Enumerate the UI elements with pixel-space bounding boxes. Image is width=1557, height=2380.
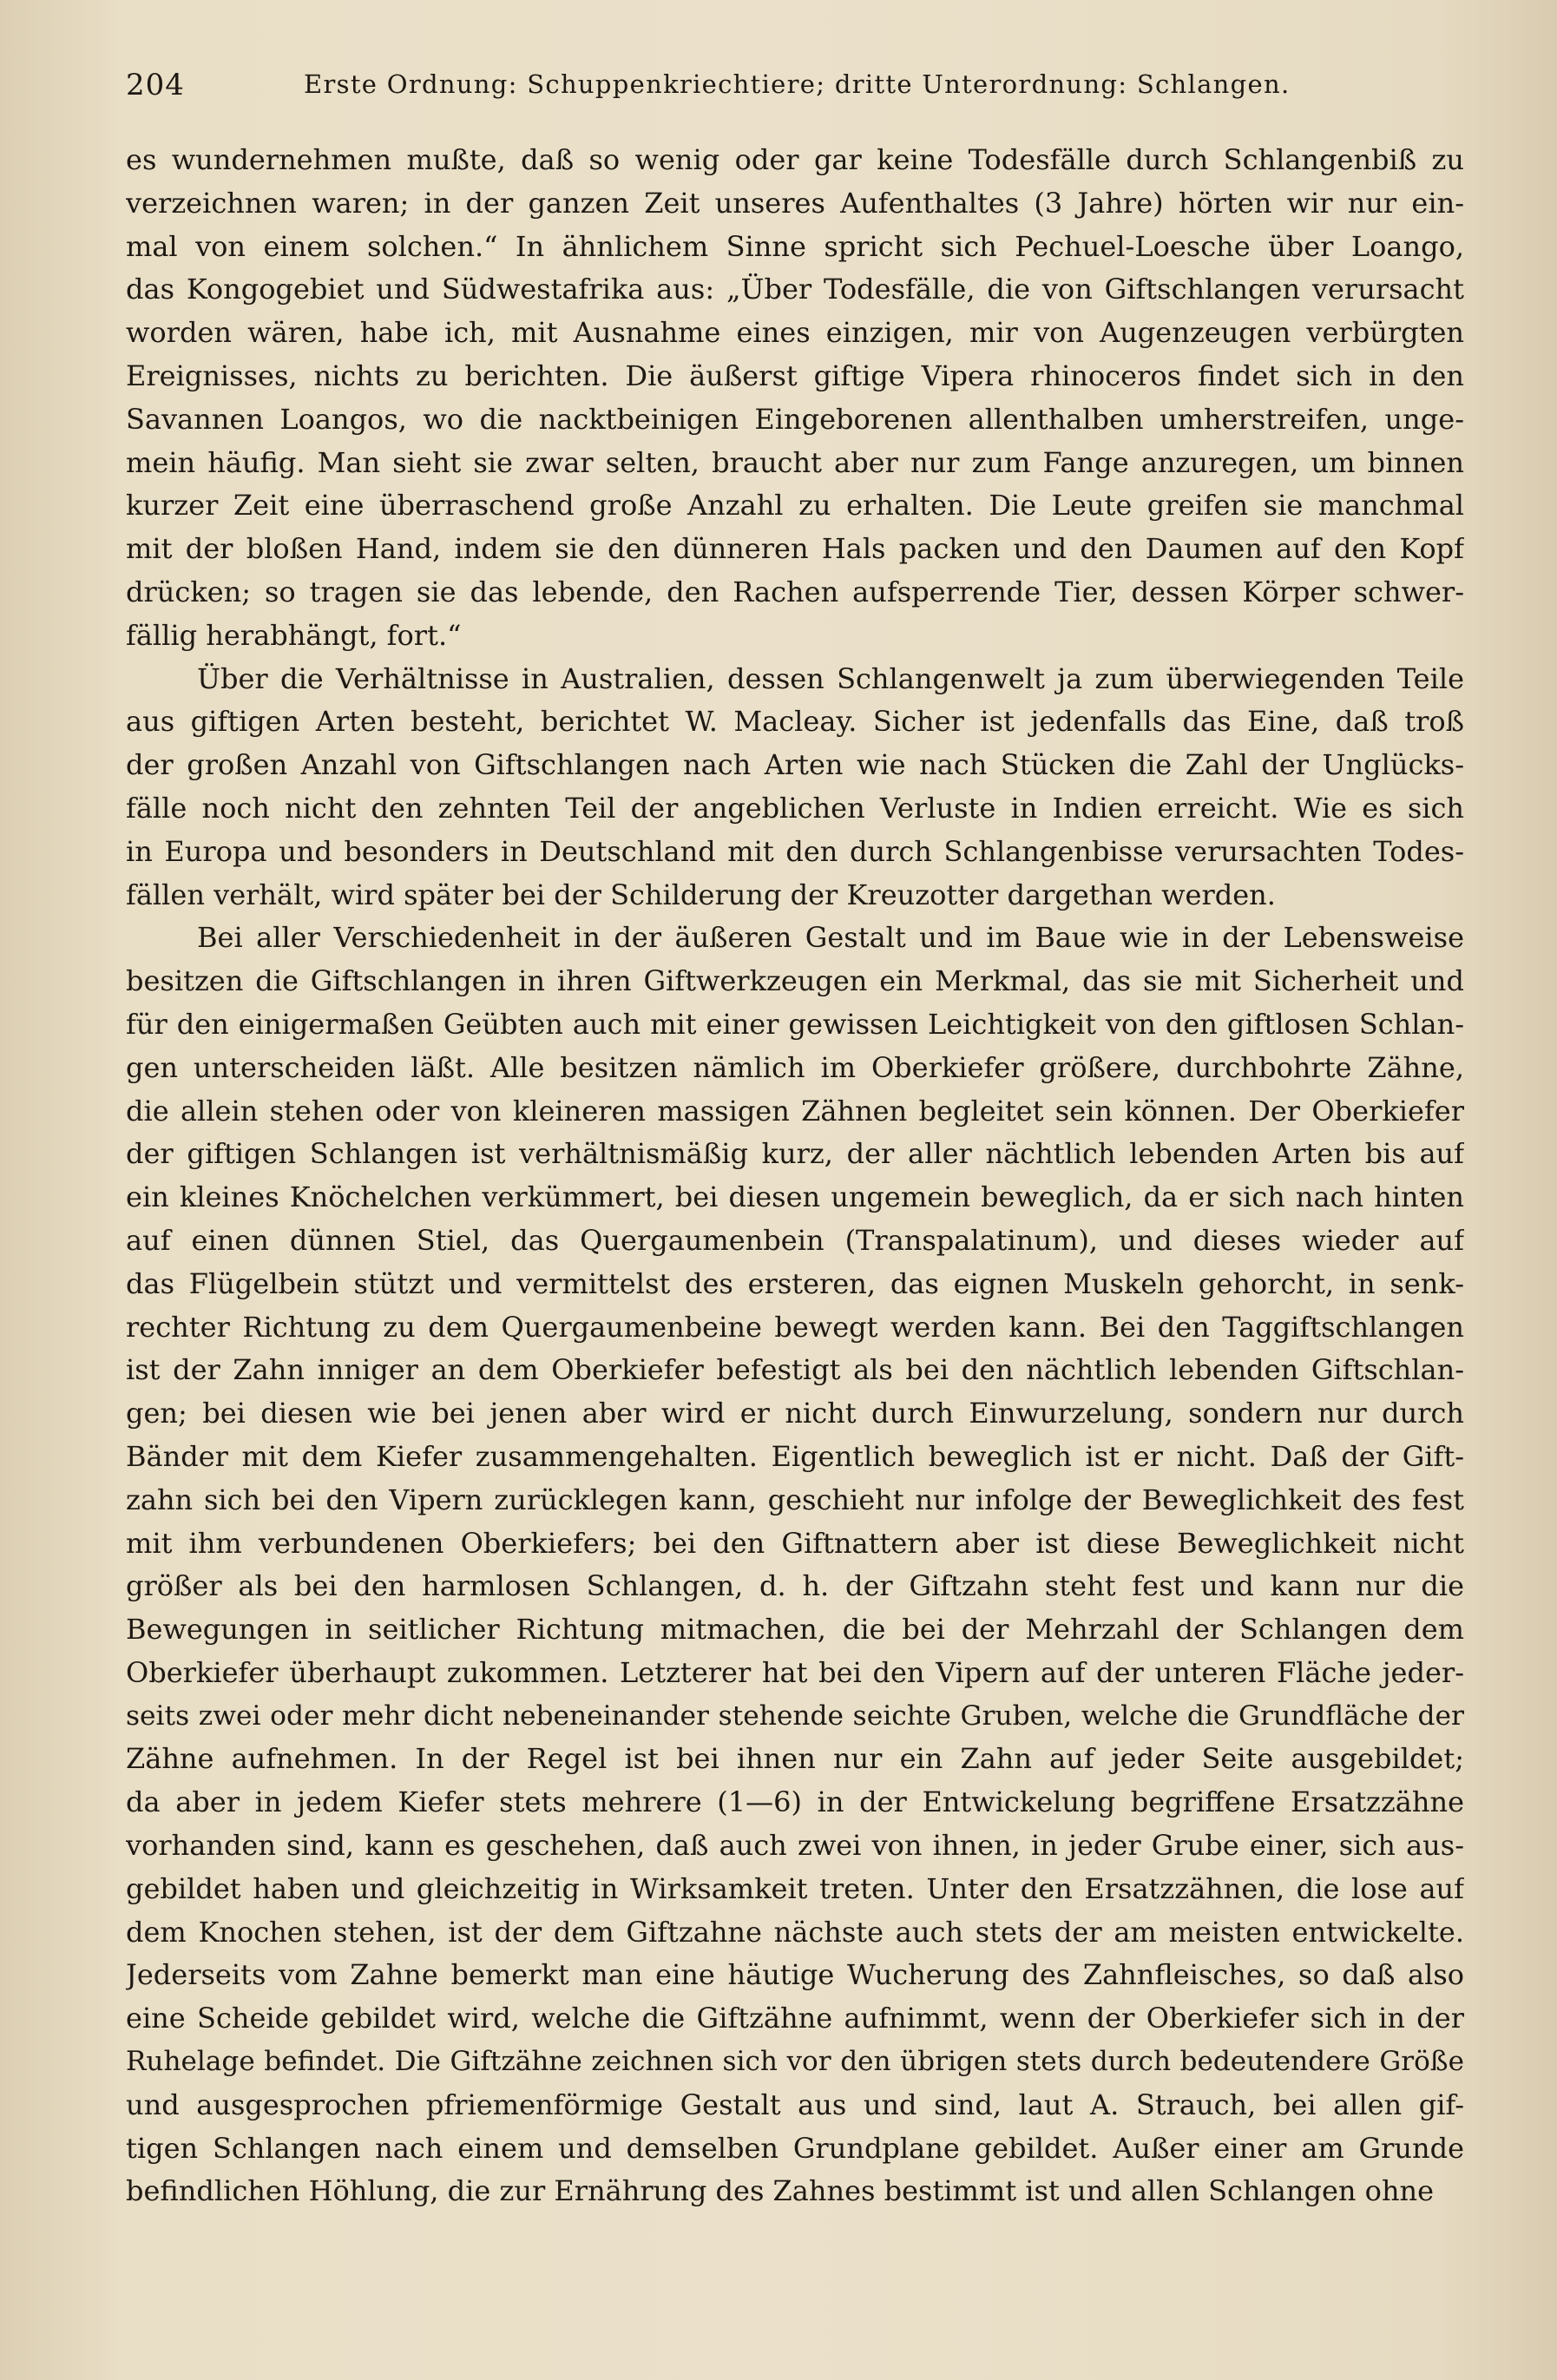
text-line: worden wären, habe ich, mit Ausnahme eines einzigen, mir von Augenzeugen verbürgten bbox=[126, 316, 1464, 350]
text-line: Oberkiefer überhaupt zukommen. Letzterer hat bei den Vipern auf der unteren Fläche jeder- bbox=[126, 1655, 1464, 1689]
text-line: ist der Zahn inniger an dem Oberkiefer befestigt als bei den nächtlich lebenden Giftschlan- bbox=[126, 1353, 1464, 1387]
text-line: Jederseits vom Zahne bemerkt man eine häutige Wucherung des Zahnfleisches, so daß also bbox=[126, 1958, 1464, 1992]
text-line: es wundernehmen mußte, daß so wenig oder gar keine Todesfälle durch Schlangenbiß zu bbox=[126, 143, 1464, 176]
running-title: Erste Ordnung: Schuppenkriechtiere; dritte Unterordnung: Schlangen. bbox=[304, 69, 1291, 99]
text-line: kurzer Zeit eine überraschend große Anzahl zu erhalten. Die Leute greifen sie manchmal bbox=[126, 489, 1464, 523]
text-line: Ruhelage befindet. Die Giftzähne zeichnen sich vor den übrigen stets durch bedeutendere Größe bbox=[126, 2046, 1464, 2078]
paragraph bbox=[126, 139, 1464, 658]
paragraph bbox=[126, 658, 1464, 917]
page-number: 204 bbox=[126, 68, 185, 102]
text-line: mein häufig. Man sieht sie zwar selten, braucht aber nur zum Fange anzuregen, um binnen bbox=[126, 445, 1464, 479]
text-line: Über die Verhältnisse in Australien, dessen Schlangenwelt ja zum überwiegenden Teile bbox=[197, 661, 1464, 695]
text-line: zahn sich bei den Vipern zurücklegen kann, geschieht nur infolge der Beweglichkeit des fest bbox=[126, 1483, 1464, 1516]
text-line: befindlichen Höhlung, die zur Ernährung des Zahnes bestimmt ist und allen Schlangen ohne bbox=[126, 2174, 1435, 2208]
text-line: gen unterscheiden läßt. Alle besitzen nämlich im Oberkiefer größere, durchbohrte Zähne, bbox=[126, 1050, 1464, 1084]
paragraph bbox=[126, 917, 1464, 2213]
text-line: drücken; so tragen sie das lebende, den Rachen aufsperrende Tier, dessen Körper schwer- bbox=[126, 575, 1464, 608]
text-line: mit der bloßen Hand, indem sie den dünneren Hals packen und den Daumen auf den Kopf bbox=[126, 532, 1464, 566]
body-text bbox=[126, 139, 1464, 2213]
text-line: seits zwei oder mehr dicht nebeneinander stehende seichte Gruben, welche die Grundfläche der bbox=[126, 1700, 1464, 1732]
text-line: und ausgesprochen pfriemenförmige Gestalt aus und sind, laut A. Strauch, bei allen gif- bbox=[126, 2087, 1464, 2121]
text-line: der giftigen Schlangen ist verhältnismäßig kurz, der aller nächtlich lebenden Arten bis auf bbox=[126, 1137, 1464, 1171]
text-line: Bewegungen in seitlicher Richtung mitmachen, die bei der Mehrzahl der Schlangen dem bbox=[126, 1613, 1464, 1647]
text-line: da aber in jedem Kiefer stets mehrere (1—6) in der Entwickelung begriffene Ersatzzähne bbox=[126, 1785, 1464, 1819]
text-line: Bei aller Verschiedenheit in der äußeren Gestalt und im Baue wie in der Lebensweise bbox=[197, 921, 1464, 955]
text-line: mit ihm verbundenen Oberkiefers; bei den Giftnattern aber ist diese Beweglichkeit nicht bbox=[126, 1526, 1464, 1560]
text-line: Savannen Loangos, wo die nacktbeinigen Eingeborenen allenthalben umherstreifen, unge- bbox=[126, 402, 1464, 436]
text-line: vorhanden sind, kann es geschehen, daß auch zwei von ihnen, in jeder Grube einer, sich aus- bbox=[126, 1829, 1464, 1863]
text-line: ein kleines Knöchelchen verkümmert, bei diesen ungemein beweglich, da er sich nach hinten bbox=[126, 1180, 1464, 1214]
text-line: tigen Schlangen nach einem und demselben Grundplane gebildet. Außer einer am Grunde bbox=[126, 2131, 1464, 2165]
text-line: der großen Anzahl von Giftschlangen nach Arten wie nach Stücken die Zahl der Unglücks- bbox=[126, 748, 1464, 782]
text-line: dem Knochen stehen, ist der dem Giftzahne nächste auch stets der am meisten entwickelte. bbox=[126, 1915, 1464, 1949]
text-line: größer als bei den harmlosen Schlangen, d. h. der Giftzahn steht fest und kann nur die bbox=[126, 1569, 1464, 1603]
text-line: besitzen die Giftschlangen in ihren Giftwerkzeugen ein Merkmal, das sie mit Sicherheit und bbox=[126, 964, 1464, 998]
text-line: fällen verhält, wird später bei der Schilderung der Kreuzotter dargethan werden. bbox=[126, 878, 1276, 911]
text-line: gen; bei diesen wie bei jenen aber wird er nicht durch Einwurzelung, sondern nur durch bbox=[126, 1397, 1464, 1430]
text-line: die allein stehen oder von kleineren massigen Zähnen begleitet sein können. Der Oberkiefer bbox=[126, 1094, 1464, 1128]
text-line: aus giftigen Arten besteht, berichtet W. Macleay. Sicher ist jedenfalls das Eine, daß troß bbox=[126, 705, 1464, 739]
text-line: fälle noch nicht den zehnten Teil der angeblichen Verluste in Indien erreicht. Wie es sich bbox=[126, 791, 1464, 825]
text-line: Bänder mit dem Kiefer zusammengehalten. Eigentlich beweglich ist er nicht. Daß der Gift- bbox=[126, 1439, 1464, 1473]
running-head bbox=[126, 68, 1471, 111]
text-line: verzeichnen waren; in der ganzen Zeit unseres Aufenthaltes (3 Jahre) hörten wir nur ein- bbox=[126, 186, 1464, 220]
text-line: das Flügelbein stützt und vermittelst des ersteren, das eignen Muskeln gehorcht, in senk- bbox=[126, 1266, 1464, 1300]
text-line: rechter Richtung zu dem Quergaumenbeine bewegt werden kann. Bei den Taggiftschlangen bbox=[126, 1310, 1464, 1344]
text-line: in Europa und besonders in Deutschland mit den durch Schlangenbisse verursachten Todes- bbox=[126, 834, 1464, 868]
text-line: gebildet haben und gleichzeitig in Wirksamkeit treten. Unter den Ersatzzähnen, die lose auf bbox=[126, 1871, 1464, 1905]
text-line: eine Scheide gebildet wird, welche die Giftzähne aufnimmt, wenn der Oberkiefer sich in der bbox=[126, 2002, 1464, 2035]
text-line: fällig herabhängt, fort.“ bbox=[126, 618, 462, 652]
text-line: mal von einem solchen.“ In ähnlichem Sinne spricht sich Pechuel-Loesche über Loango, bbox=[126, 229, 1464, 263]
text-line: Ereignisses, nichts zu berichten. Die äußerst giftige Vipera rhinoceros findet sich in den bbox=[126, 358, 1464, 392]
text-line: Zähne aufnehmen. In der Regel ist bei ihnen nur ein Zahn auf jeder Seite ausgebildet; bbox=[126, 1742, 1464, 1776]
text-line: das Kongogebiet und Südwestafrika aus: „Über Todesfälle, die von Giftschlangen verursacht bbox=[126, 273, 1464, 306]
text-line: auf einen dünnen Stiel, das Quergaumenbein (Transpalatinum), und dieses wieder auf bbox=[126, 1223, 1464, 1257]
text-line: für den einigermaßen Geübten auch mit einer gewissen Leichtigkeit von den giftlosen Schlan- bbox=[126, 1007, 1464, 1041]
